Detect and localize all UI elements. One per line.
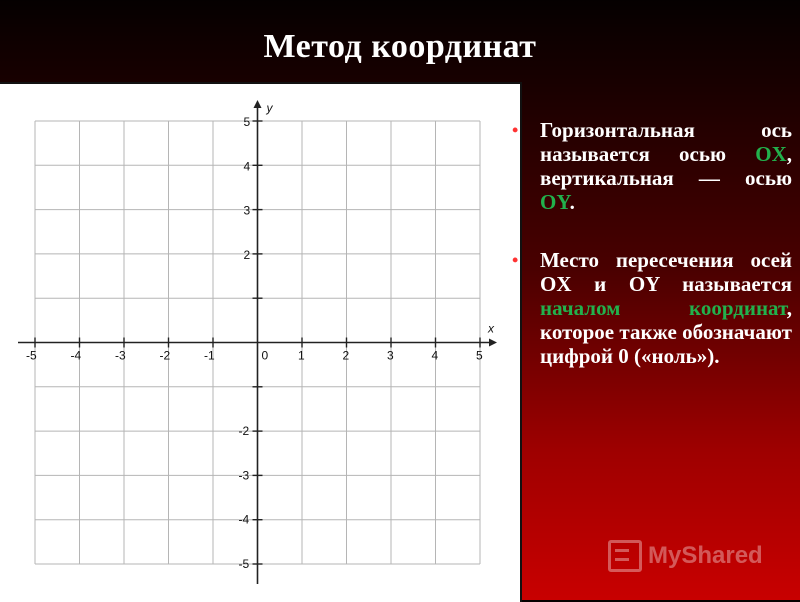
x-tick-label: 2 <box>342 348 350 363</box>
highlighted-term: OX <box>755 142 787 166</box>
x-tick-label: -5 <box>26 348 37 363</box>
y-tick-label: 5 <box>243 115 251 129</box>
bullet-list <box>512 118 792 402</box>
x-axis-label: x <box>488 321 494 336</box>
slide-title: Метод координат <box>263 28 537 65</box>
y-axis-label: y <box>266 101 273 115</box>
presentation-icon <box>608 540 642 572</box>
bullet-text-part: Горизонтальная ось называется осью <box>540 118 792 166</box>
highlighted-term: OY <box>540 190 570 214</box>
watermark-logo <box>608 538 763 574</box>
x-tick-label: -1 <box>204 348 215 363</box>
bullet-text <box>540 118 792 214</box>
x-tick-label: -3 <box>115 348 126 363</box>
bullet-text <box>540 248 792 368</box>
bullet-text-part: , вертикальная — осью <box>540 142 792 190</box>
y-tick-label: 3 <box>243 203 251 218</box>
x-tick-label: 1 <box>298 348 305 363</box>
bullet-origin <box>512 248 792 368</box>
bullet-marker-icon: • <box>512 250 519 270</box>
x-tick-label: 5 <box>476 348 483 363</box>
watermark-text: MyShared <box>648 542 763 569</box>
y-tick-label: -2 <box>238 424 250 439</box>
origin-label: 0 <box>261 348 269 363</box>
y-tick-label: -5 <box>238 557 250 571</box>
y-tick-label: -4 <box>238 512 250 527</box>
highlighted-term: началом координат <box>540 296 787 320</box>
x-tick-label: -2 <box>159 348 171 363</box>
x-tick-label: 3 <box>387 348 394 363</box>
x-axis-arrow-icon <box>489 339 497 347</box>
bullet-marker-icon: • <box>512 120 519 140</box>
bullet-text-part: Место пересечения осей OX и OY называется <box>540 248 792 296</box>
bullet-text-part: , которое также обозначают цифрой 0 («ноль»). <box>540 296 792 368</box>
y-tick-label: 4 <box>243 159 251 174</box>
bullet-text-part: . <box>569 190 575 214</box>
y-axis-arrow-icon <box>254 100 262 108</box>
coordinate-plane <box>0 84 520 602</box>
bullet-axes-names <box>512 118 792 214</box>
y-tick-label: 2 <box>243 247 251 262</box>
x-tick-label: 4 <box>431 348 439 363</box>
y-tick-label: -3 <box>238 468 250 483</box>
coordinate-grid-panel <box>0 82 522 602</box>
x-tick-label: -4 <box>70 348 82 363</box>
